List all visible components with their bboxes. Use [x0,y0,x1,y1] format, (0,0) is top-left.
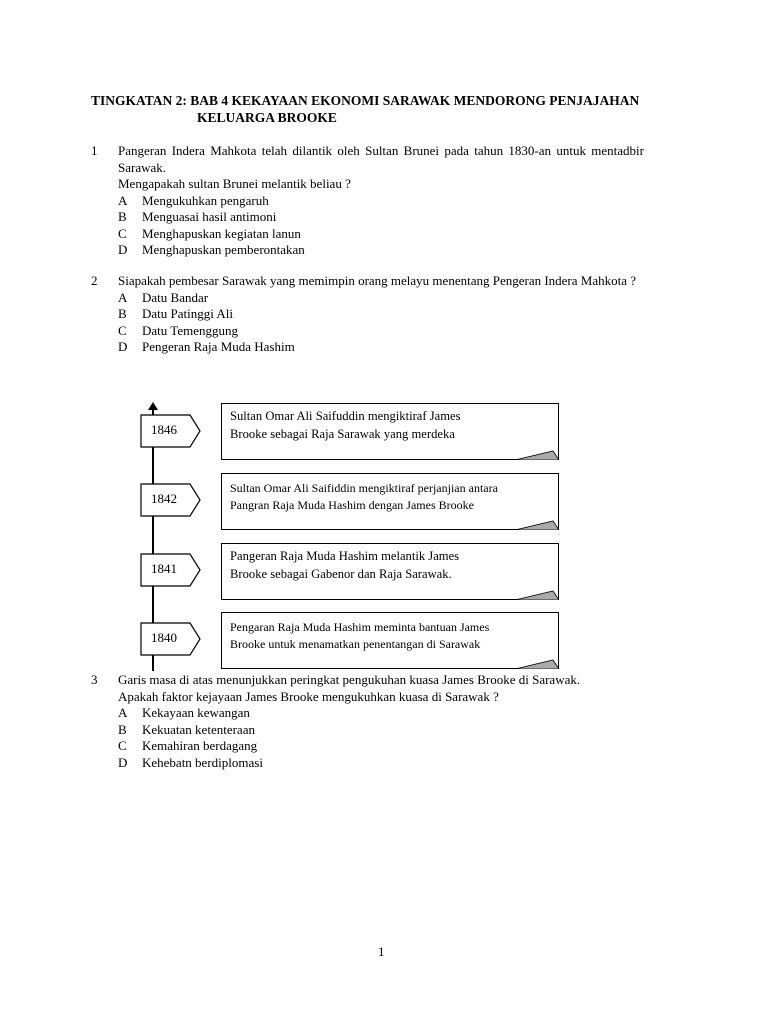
option-text: Datu Patinggi Ali [142,306,233,321]
timeline-event-box [221,543,559,600]
page-fold-icon [513,450,559,460]
question-stem: Garis masa di atas menunjukkan peringkat pengukuhan kuasa James Brooke di Sarawak. [118,672,581,687]
option-c [118,226,644,243]
option-text: Menghapuskan kegiatan lanun [142,225,301,241]
page-number: 1 [378,944,385,959]
option-key: A [118,192,128,208]
option-key: B [118,306,127,321]
option-text: Menguasai hasil antimoni [142,209,277,224]
option-d [118,242,644,259]
year-label: 1842 [151,491,177,506]
year-label: 1846 [151,422,177,437]
question-2 [91,273,644,356]
option-text: Kemahiran berdagang [142,738,258,753]
event-text-line: Brooke sebagai Raja Sarawak yang merdeka [230,426,455,441]
page-title [91,93,691,126]
option-text: Mengukuhkan pengaruh [142,192,269,208]
option-key: C [118,738,127,753]
page-fold-icon [513,590,559,600]
event-text-line: Sultan Omar Ali Saifiddin mengiktiraf perjanjian antara [230,481,498,495]
option-d [118,755,631,772]
option-key: B [118,721,127,737]
question-number: 3 [91,672,98,687]
option-d [118,339,644,356]
option-a [118,290,644,307]
option-key: A [118,705,128,720]
option-key: D [118,754,128,770]
option-text: Kekayaan kewangan [142,705,250,720]
option-c [118,738,631,755]
option-a [118,705,631,722]
option-text: Menghapuskan pemberontakan [142,242,305,257]
option-text: Datu Bandar [142,289,209,305]
option-key: B [118,209,127,224]
event-text-line: Sultan Omar Ali Saifuddin mengiktiraf James [230,409,461,423]
option-key: A [118,289,128,305]
option-text: Pengeran Raja Muda Hashim [142,339,295,354]
year-label: 1840 [151,630,177,645]
question-1 [91,143,644,259]
option-text: Kekuatan ketenteraan [142,721,255,737]
page-fold-icon [513,659,559,669]
option-b [118,306,644,323]
option-a [118,193,644,210]
page-fold-icon [513,520,559,530]
option-text: Datu Temenggung [142,322,238,338]
question-prompt: Apakah faktor kejayaan James Brooke mengukuhkan kuasa di Sarawak ? [118,688,499,704]
option-key: C [118,225,127,241]
title-line-2: KELUARGA BROOKE [197,109,337,125]
option-key: C [118,322,127,338]
event-text-line: Pengaran Raja Muda Hashim meminta bantuan James [230,620,490,634]
year-label: 1841 [151,561,177,576]
question-prompt: Mengapakah sultan Brunei melantik beliau ? [118,176,351,191]
option-c [118,323,644,340]
timeline-event-box [221,473,559,530]
option-b [118,722,631,739]
question-stem: Pangeran Indera Mahkota telah dilantik oleh Sultan Brunei pada tahun 1830-an untuk mentadbir Sarawak. [118,143,644,175]
event-text-line: Brooke sebagai Gabenor dan Raja Sarawak. [230,566,452,581]
question-stem: Siapakah pembesar Sarawak yang memimpin orang melayu menentang Pengeran Indera Mahkota ? [118,273,637,288]
event-text-line: Pangeran Raja Muda Hashim melantik James [230,549,460,563]
option-key: D [118,339,128,354]
question-number: 1 [91,143,98,158]
timeline-event-box [221,403,559,460]
option-b [118,209,644,226]
title-line-1: TINGKATAN 2: BAB 4 KEKAYAAN EKONOMI SARAWAK MENDORONG PENJAJAHAN [91,93,640,108]
timeline-event-box [221,612,559,669]
option-key: D [118,242,128,257]
option-text: Kehebatn berdiplomasi [142,754,263,770]
question-3 [91,672,631,771]
question-number: 2 [91,273,98,288]
event-text-line: Pangran Raja Muda Hashim dengan James Brooke [230,497,474,512]
event-text-line: Brooke untuk menamatkan penentangan di Sarawak [230,636,481,651]
